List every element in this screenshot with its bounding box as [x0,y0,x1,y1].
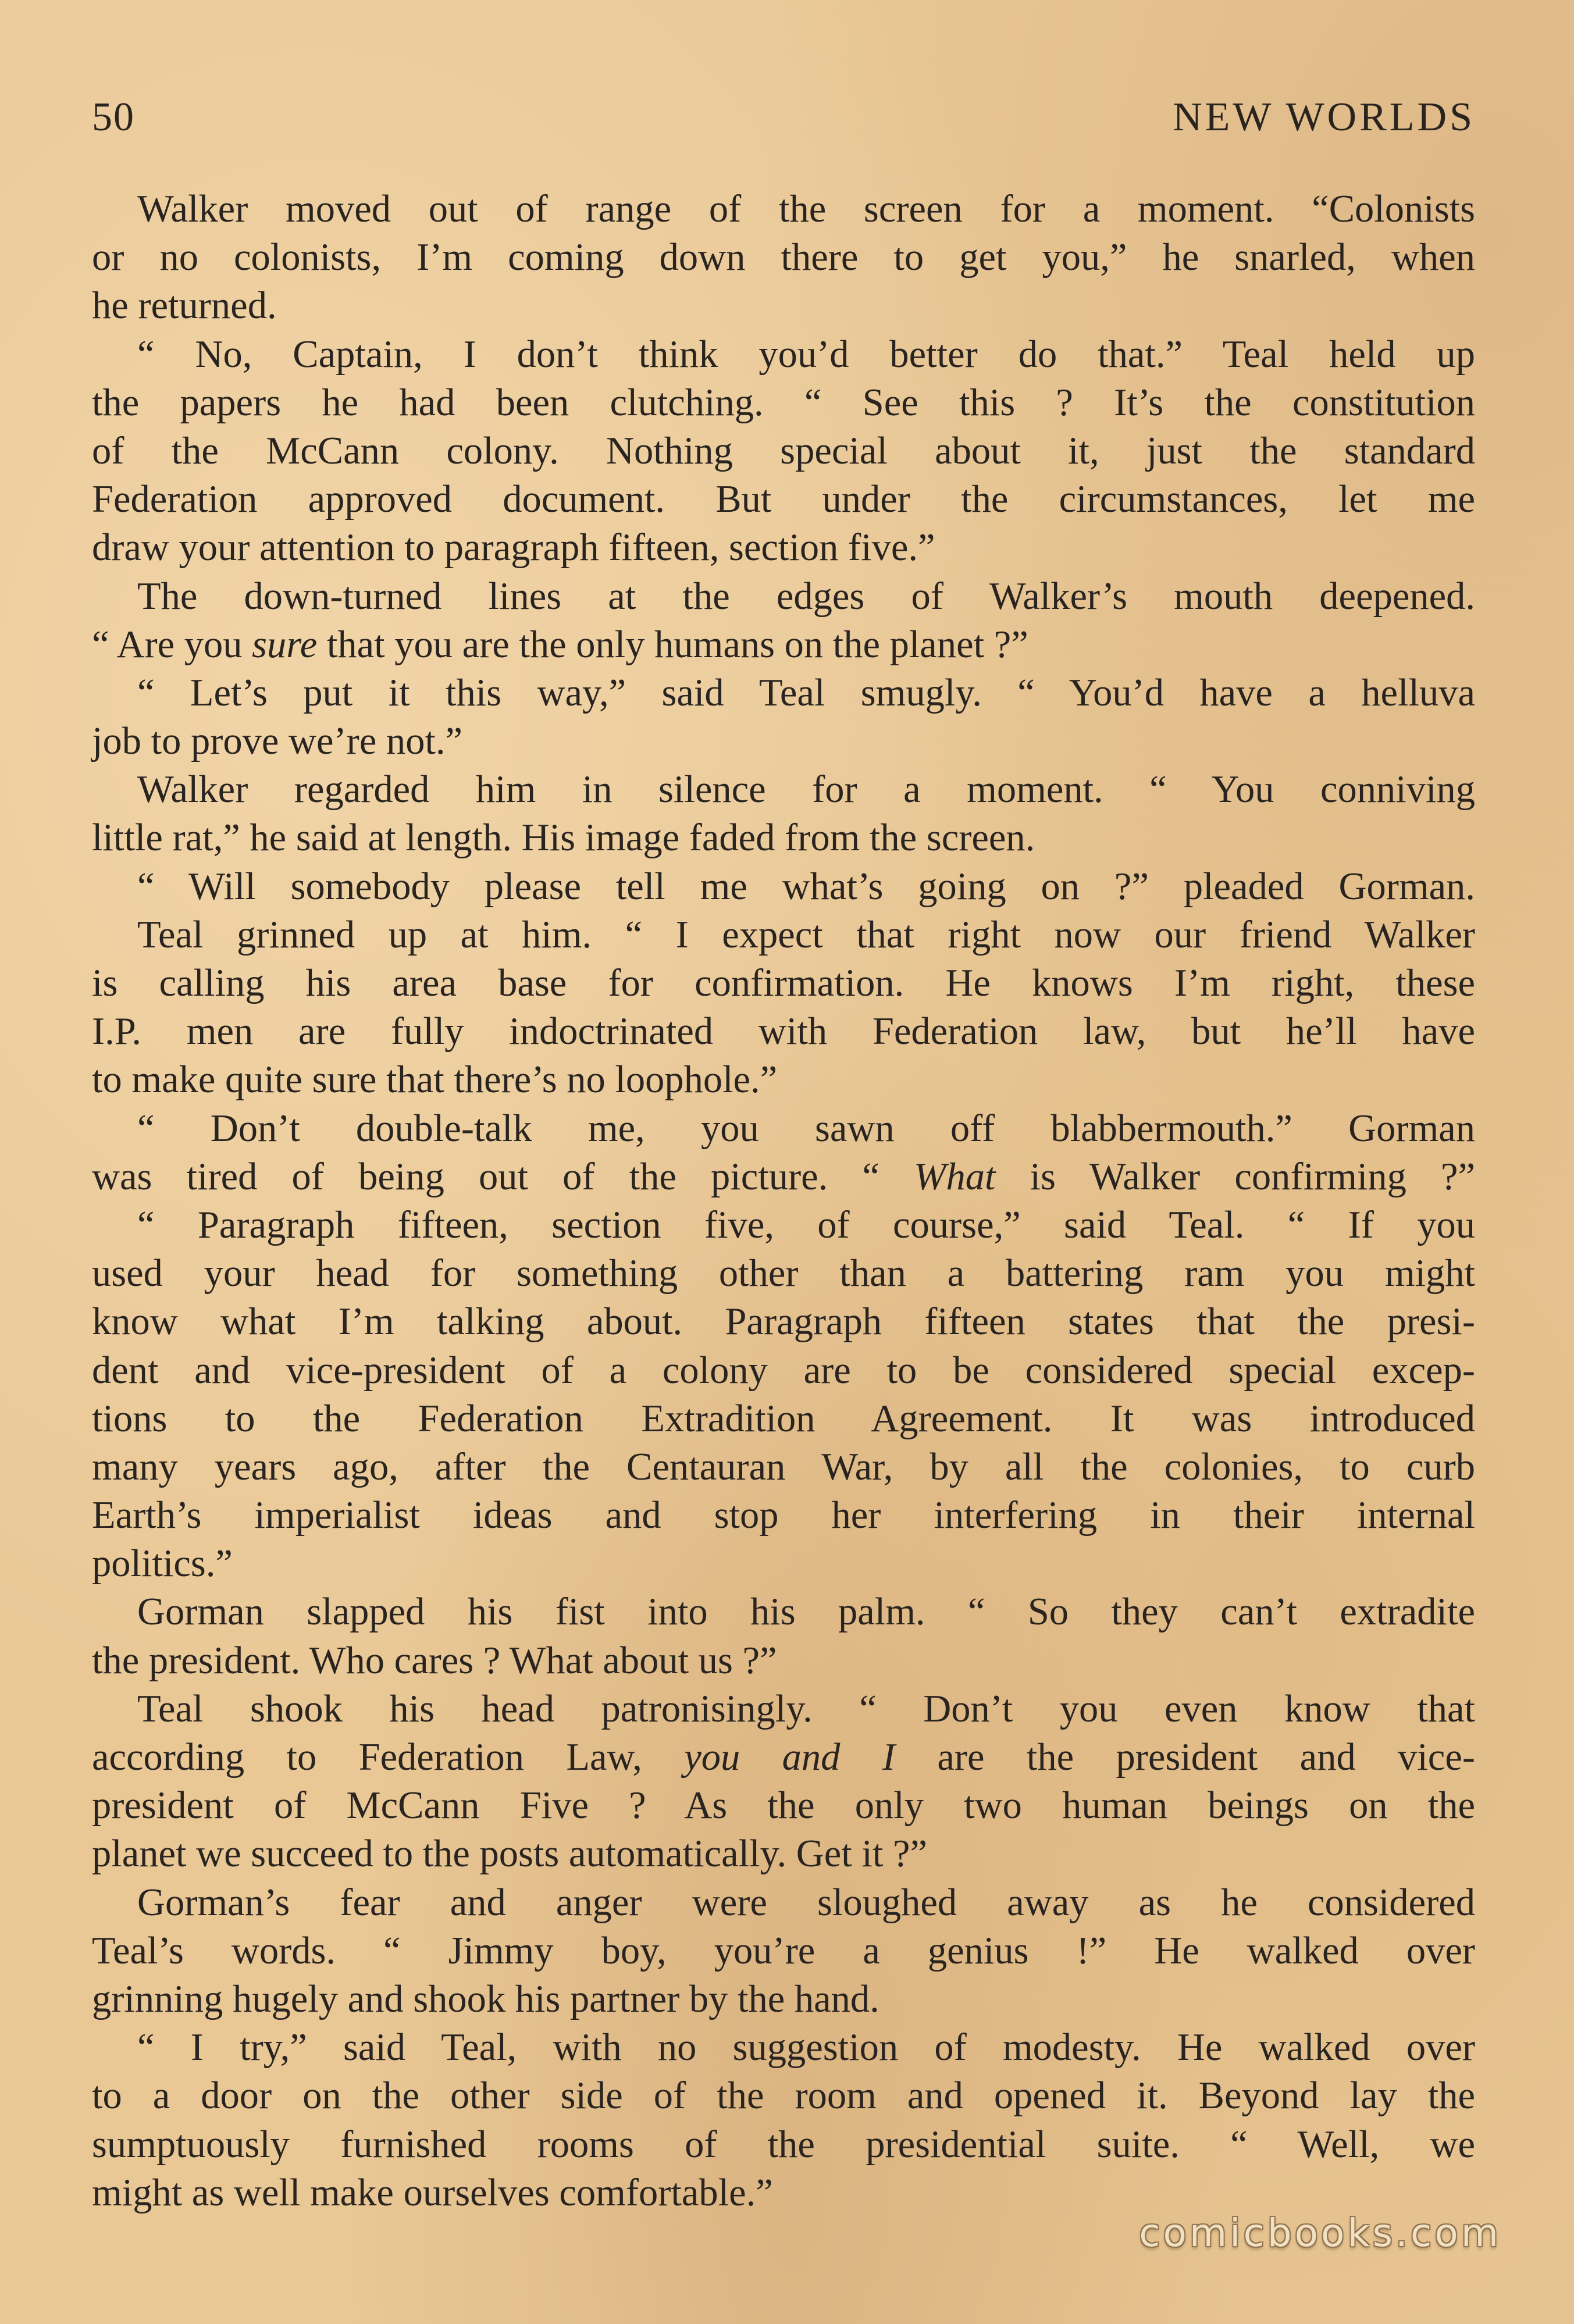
running-title: NEW WORLDS [1173,95,1475,140]
text-line: The down-turned lines at the edges of Walker’s mouth deepened. [137,575,1475,618]
text-line: the president. Who cares ? What about us ?” [92,1639,777,1682]
text-line: Walker regarded him in silence for a moment. “ You conniving [137,768,1475,811]
text-line: planet we succeed to the posts automatically. Get it ?” [92,1833,928,1876]
text-line: “ Will somebody please tell me what’s going on ?” pleaded Gorman. [137,865,1475,908]
text-line: “ Are you sure that you are the only humans on the planet ?” [92,623,1028,666]
text-line: or no colonists, I’m coming down there to get you,” he snarled, when [92,236,1475,279]
text-line: job to prove we’re not.” [92,720,463,763]
text-line: Teal shook his head patronisingly. “ Don’t you even know that [137,1687,1475,1730]
text-line: of the McCann colony. Nothing special about it, just the standard [92,429,1475,472]
text-line: the papers he had been clutching. “ See this ? It’s the constitution [92,381,1475,424]
page-number: 50 [92,95,135,140]
text-line: many years ago, after the Centauran War, by all the colonies, to curb [92,1445,1475,1488]
text-line: know what I’m talking about. Paragraph fifteen states that the presi- [92,1300,1475,1343]
text-line: Gorman slapped his fist into his palm. “ So they can’t extradite [137,1591,1475,1634]
text-line: “ Paragraph fifteen, section five, of course,” said Teal. “ If you [137,1203,1475,1246]
text-line: little rat,” he said at length. His image faded from the screen. [92,817,1035,860]
text-line: Federation approved document. But under the circumstances, let me [92,478,1475,521]
text-line: dent and vice-president of a colony are to be considered special excep- [92,1349,1475,1392]
text-line: draw your attention to paragraph fifteen, section five.” [92,526,935,569]
text-line: Earth’s imperialist ideas and stop her interfering in their internal [92,1494,1475,1537]
text-line: he returned. [92,284,277,327]
story-text [92,185,1475,2217]
text-line: president of McCann Five ? As the only two human beings on the [92,1784,1475,1827]
watermark: comicbooks.com [1139,2211,1501,2255]
text-line: politics.” [92,1542,233,1585]
text-line: to make quite sure that there’s no loophole.” [92,1058,778,1102]
text-line: Walker moved out of range of the screen for a moment. “Colonists [137,188,1475,230]
text-line: tions to the Federation Extradition Agreement. It was introduced [92,1397,1475,1440]
text-line: according to Federation Law, you and I are the president and vice- [92,1736,1475,1778]
text-line: Gorman’s fear and anger were sloughed away as he considered [137,1881,1475,1924]
text-line: Teal’s words. “ Jimmy boy, you’re a genius !” He walked over [92,1929,1475,1972]
text-line: I.P. men are fully indoctrinated with Federation law, but he’ll have [92,1010,1475,1053]
text-line: Teal grinned up at him. “ I expect that right now our friend Walker [137,913,1475,956]
text-line: grinning hugely and shook his partner by the hand. [92,1977,879,2020]
text-line: might as well make ourselves comfortable.” [92,2171,773,2214]
text-line: “ Let’s put it this way,” said Teal smugly. “ You’d have a helluva [137,671,1475,714]
text-line: to a door on the other side of the room and opened it. Beyond lay the [92,2075,1475,2118]
text-line: sumptuously furnished rooms of the presidential suite. “ Well, we [92,2123,1475,2166]
text-line: “ I try,” said Teal, with no suggestion of modesty. He walked over [137,2026,1475,2069]
text-line: was tired of being out of the picture. “ What is Walker confirming ?” [92,1155,1475,1198]
text-line: “ Don’t double-talk me, you sawn off blabbermouth.” Gorman [137,1107,1475,1150]
text-line: used your head for something other than a battering ram you might [92,1252,1475,1295]
text-line: is calling his area base for confirmation. He knows I’m right, these [92,962,1475,1004]
text-line: “ No, Captain, I don’t think you’d better do that.” Teal held up [137,333,1475,376]
running-head [92,88,1475,147]
